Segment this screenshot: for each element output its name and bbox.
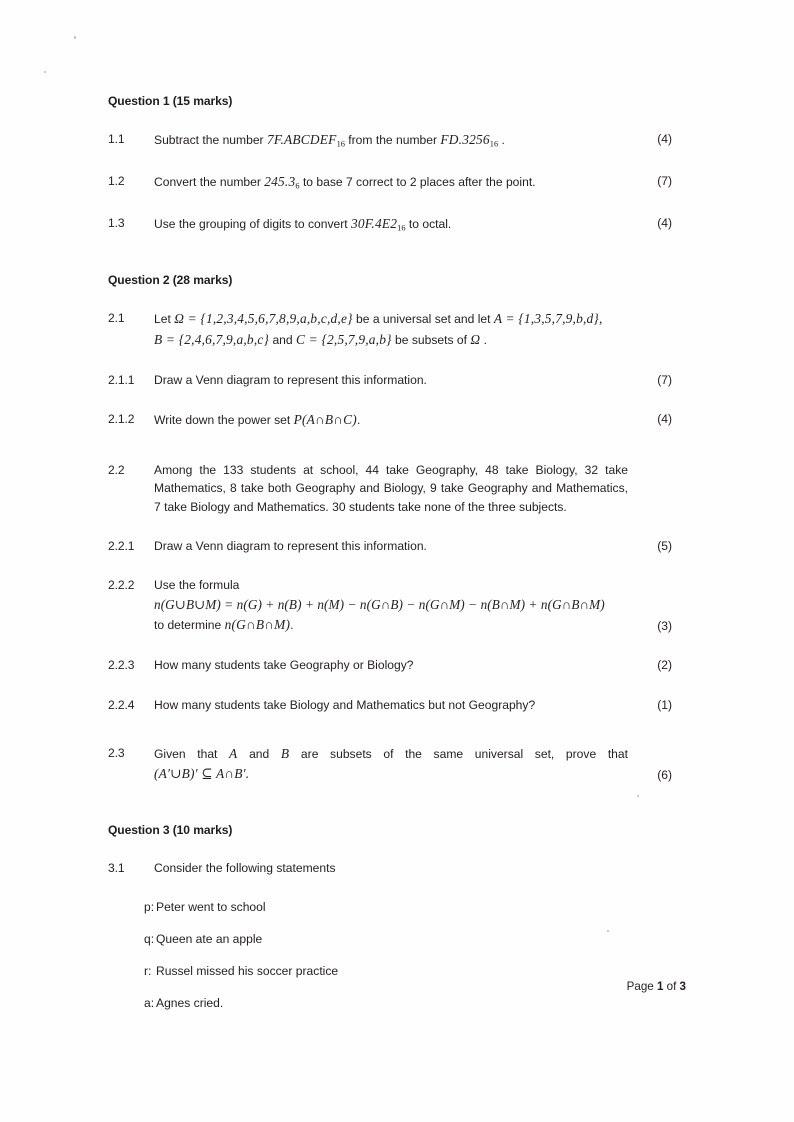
marks-value: (6) — [657, 768, 672, 783]
item-number: 2.2.4 — [108, 697, 135, 712]
math-expression: $7F.ABCDEF_{16}$ — [266, 132, 345, 149]
statement-text: Russel missed his soccer practice — [156, 964, 339, 979]
question-3-heading: Question 3 (10 marks) — [108, 822, 233, 837]
item-body: How many students take Geography or Biology? — [154, 658, 414, 673]
marks-value: (2) — [657, 658, 672, 673]
item-text: to determine — [154, 617, 225, 632]
item-text: and — [237, 746, 281, 761]
question-2-heading: Question 2 (28 marks) — [108, 273, 233, 288]
item-text: from the number — [344, 133, 441, 147]
item-text: are subsets of the same universal set, prove that — [289, 746, 628, 761]
math-power-set: P(A∩B∩C) — [293, 412, 357, 428]
statement-key: a: — [144, 996, 155, 1011]
statement-p — [108, 898, 672, 916]
item-line — [154, 764, 628, 784]
scan-speck — [44, 71, 46, 73]
math-set-c: C = {2,5,7,9,a,b} — [295, 331, 392, 347]
statement-key: p: — [144, 900, 155, 915]
marks-value: (3) — [657, 618, 672, 633]
item-2-1-1 — [108, 371, 672, 389]
item-1-3 — [108, 214, 672, 235]
item-text: Convert the number — [154, 175, 265, 190]
item-number: 2.1.2 — [108, 412, 135, 427]
marks-value: (4) — [657, 216, 672, 231]
item-text: be a universal set and let — [352, 312, 494, 327]
item-text: be subsets of — [391, 332, 471, 347]
footer-page-total: 3 — [679, 980, 686, 993]
item-2-2-1 — [108, 537, 672, 555]
item-number: 2.2.2 — [108, 578, 135, 593]
item-2-2-3 — [108, 656, 672, 674]
statement-r — [108, 962, 672, 980]
item-text: Write down the power set — [154, 413, 294, 428]
item-number: 2.2 — [108, 462, 125, 477]
item-text: Subtract the number — [154, 133, 267, 147]
math-set-a: A = {1,3,5,7,9,b,d}, — [493, 311, 603, 327]
marks-value: (1) — [657, 697, 672, 712]
item-body — [154, 172, 628, 193]
marks-value: (4) — [657, 412, 672, 427]
item-text: Let — [154, 312, 175, 327]
question-1-heading: Question 1 (15 marks) — [108, 94, 233, 108]
math-set-b: B = {2,4,6,7,9,a,b,c} — [154, 331, 270, 347]
item-number: 2.3 — [108, 745, 125, 760]
math-expression: $FD.3256_{16}$ — [440, 132, 499, 149]
item-2-2 — [108, 461, 672, 516]
item-body: Consider the following statements — [154, 860, 336, 875]
item-text: to octal. — [405, 217, 452, 232]
item-body: How many students take Biology and Mathematics but not Geography? — [154, 697, 536, 712]
item-2-2-4 — [108, 696, 672, 714]
item-text: . — [356, 413, 361, 428]
item-body: Draw a Venn diagram to represent this information. — [154, 373, 427, 388]
item-line — [154, 744, 628, 764]
item-body — [154, 410, 628, 430]
math-subset-proof: (A′∪B)′ ⊆ A∩B′ — [154, 766, 246, 782]
item-body: Draw a Venn diagram to represent this information. — [154, 538, 427, 553]
marks-value: (7) — [657, 373, 672, 388]
statement-a — [108, 994, 672, 1012]
math-triple-intersection: n(G∩B∩M) — [224, 616, 291, 632]
item-number: 1.2 — [108, 174, 125, 189]
footer-page-number: 1 — [656, 980, 664, 993]
page-footer — [108, 980, 686, 993]
footer-prefix: Page — [626, 980, 657, 993]
marks-value: (7) — [657, 174, 672, 189]
item-body — [154, 576, 628, 635]
item-2-2-2 — [108, 576, 672, 635]
scan-speck — [74, 36, 76, 39]
item-text: . — [245, 766, 250, 782]
statement-key: r: — [144, 964, 152, 979]
item-number: 2.1.1 — [108, 373, 135, 388]
item-body — [154, 214, 628, 235]
math-set-a: A — [229, 745, 238, 761]
statement-key: q: — [144, 932, 155, 947]
exam-content — [108, 94, 672, 1013]
item-text: . — [480, 332, 487, 347]
item-number: 2.1 — [108, 311, 125, 326]
math-omega: Ω — [470, 331, 481, 347]
statement-text: Queen ate an apple — [156, 932, 263, 947]
math-universal-set: Ω = {1,2,3,4,5,6,7,8,9,a,b,c,d,e} — [174, 311, 353, 327]
item-2-1 — [108, 309, 672, 350]
item-text: . — [498, 133, 505, 147]
item-number: 3.1 — [108, 860, 125, 875]
item-2-3 — [108, 744, 672, 785]
item-number: 2.2.1 — [108, 538, 135, 553]
item-number: 2.2.3 — [108, 658, 135, 673]
item-1-1 — [108, 130, 672, 151]
item-text: and — [269, 332, 296, 347]
item-body: Among the 133 students at school, 44 take Geography, 48 take Biology, 32 take Mathematics, 8 take both Geography and Biology, 9 take Geography and Mathematics, 7 take Biology and Mathematics. 30 students take none of the three subjects. — [154, 462, 628, 514]
item-number: 1.3 — [108, 216, 125, 231]
statement-text: Agnes cried. — [156, 996, 224, 1011]
math-expression: $245.3_6$ — [264, 174, 300, 191]
marks-value: (5) — [657, 538, 672, 553]
math-expression: $30F.4E2_{16}$ — [350, 216, 406, 233]
statement-q — [108, 930, 672, 948]
math-set-b: B — [280, 745, 290, 761]
item-text: . — [290, 617, 294, 632]
item-body — [154, 130, 628, 151]
item-body — [154, 309, 628, 350]
footer-middle: of — [663, 980, 680, 993]
item-body — [154, 744, 628, 785]
item-text: Use the formula — [154, 578, 240, 593]
item-3-1 — [108, 859, 672, 877]
item-text: Given that — [154, 746, 230, 761]
statement-text: Peter went to school — [156, 900, 266, 915]
item-2-1-2 — [108, 410, 672, 430]
item-1-2 — [108, 172, 672, 193]
item-text: Use the grouping of digits to convert — [154, 217, 351, 232]
item-text: to base 7 correct to 2 places after the point. — [299, 175, 536, 190]
marks-value: (4) — [657, 132, 672, 146]
item-number: 1.1 — [108, 132, 125, 146]
math-inclusion-exclusion-formula: n(G∪B∪M) = n(G) + n(B) + n(M) − n(G∩B) − n(G∩M) − n(B∩M) + n(G∩B∩M) — [154, 596, 605, 612]
